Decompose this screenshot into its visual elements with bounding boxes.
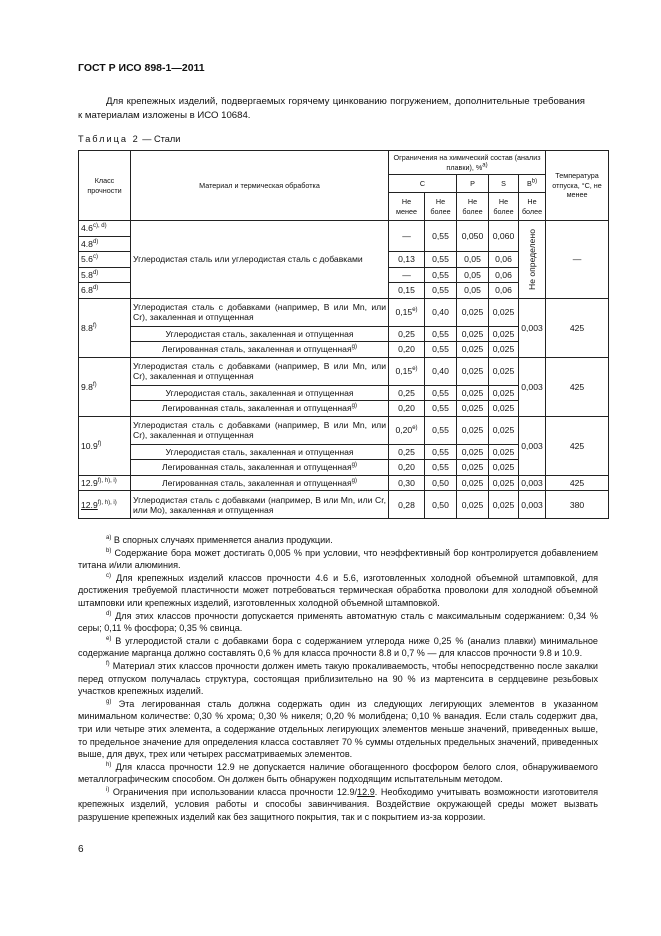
header-b-max: Не более: [519, 193, 546, 221]
temp-cell: 425: [546, 357, 609, 416]
note-e: $^{e)}$ В углеродистой стали с добавками бора с содержанием углерода ниже 0,25 % (анализ плавки) минимальное содержание марганца должно составлять 0,6 % для класса прочности 8.8 и 0,7 % — для классов прочности 9.8 и 10.9.: [78, 635, 598, 659]
header-s: S: [489, 175, 519, 193]
p-cell: 0,025: [457, 460, 489, 476]
c-max-cell: 0,55: [425, 283, 457, 299]
class-cell: 4.8$^{d)}$: [79, 236, 131, 252]
c-max-cell: 0,55: [425, 416, 457, 444]
c-min-cell: 0,25: [389, 385, 425, 401]
material-cell: Легированная сталь, закаленная и отпущенная$^{g)}$: [131, 342, 389, 358]
c-min-cell: 0,15$^{e)}$: [389, 298, 425, 326]
s-cell: 0,06: [489, 283, 519, 299]
c-min-cell: 0,13: [389, 252, 425, 268]
header-c-max: Не более: [425, 193, 457, 221]
c-max-cell: 0,50: [425, 491, 457, 519]
header-b: $B^{b)}$: [519, 175, 546, 193]
table-caption: Таблица 2 — Стали: [78, 134, 181, 144]
class-cell: $12.9^{f), h), i)}$: [79, 475, 131, 491]
s-cell: 0,06: [489, 267, 519, 283]
document-header: ГОСТ Р ИСО 898-1—2011: [78, 62, 205, 74]
c-min-cell: 0,25: [389, 326, 425, 342]
c-min-cell: 0,20: [389, 401, 425, 417]
p-cell: 0,025: [457, 491, 489, 519]
c-max-cell: 0,50: [425, 475, 457, 491]
s-cell: 0,025: [489, 401, 519, 417]
header-p: P: [457, 175, 489, 193]
s-cell: 0,025: [489, 475, 519, 491]
header-p-max: Не более: [457, 193, 489, 221]
p-cell: 0,050: [457, 221, 489, 252]
p-cell: 0,025: [457, 342, 489, 358]
s-cell: 0,025: [489, 342, 519, 358]
c-max-cell: 0,55: [425, 401, 457, 417]
material-cell: Углеродистая сталь с добавками (например, B или Mn, или Cr, или Mo), закаленная и отпущенная: [131, 491, 389, 519]
c-min-cell: —: [389, 221, 425, 252]
p-cell: 0,025: [457, 416, 489, 444]
b-cell: Не определено: [519, 221, 546, 299]
header-temp: Температура отпуска, °С, не менее: [546, 151, 609, 221]
c-max-cell: 0,55: [425, 444, 457, 460]
note-b: $^{b)}$ Содержание бора может достигать 0,005 % при условии, что неэффективный бор контролируется добавлением титана и/или алюминия.: [78, 547, 598, 571]
material-cell: Легированная сталь, закаленная и отпущенная$^{g)}$: [131, 460, 389, 476]
c-max-cell: 0,40: [425, 298, 457, 326]
note-h: $^{h)}$ Для класса прочности 12.9 не допускается наличие обогащенного фосфором белого слоя, обнаруживаемого металлографическим способом. Он должен быть обнаружен подходящим испытательным методом.: [78, 761, 598, 785]
c-min-cell: 0,30: [389, 475, 425, 491]
p-cell: 0,025: [457, 475, 489, 491]
c-max-cell: 0,40: [425, 357, 457, 385]
s-cell: 0,025: [489, 385, 519, 401]
table-notes: [78, 534, 598, 824]
header-s-max: Не более: [489, 193, 519, 221]
material-cell: Углеродистая сталь с добавками (например, B или Mn, или Cr), закаленная и отпущенная: [131, 416, 389, 444]
material-cell: Углеродистая сталь с добавками (например, B или Mn, или Cr), закаленная и отпущенная: [131, 298, 389, 326]
s-cell: 0,025: [489, 460, 519, 476]
b-cell: 0,003: [519, 475, 546, 491]
c-min-cell: 0,20: [389, 460, 425, 476]
c-min-cell: —: [389, 267, 425, 283]
material-cell: Легированная сталь, закаленная и отпущенная$^{g)}$: [131, 401, 389, 417]
header-limits: Ограничения на химический состав (анализ плавки), %$^{a)}$: [389, 151, 546, 175]
material-cell: Углеродистая сталь, закаленная и отпущенная: [131, 326, 389, 342]
material-cell: Углеродистая сталь или углеродистая сталь с добавками: [131, 221, 389, 299]
class-cell: $4.6^{c), d)}$: [79, 221, 131, 237]
intro-paragraph: Для крепежных изделий, подвергаемых горячему цинкованию погружением, дополнительные требования к материалам изложены в ИСО 10684.: [78, 96, 585, 121]
c-min-cell: 0,20: [389, 342, 425, 358]
c-min-cell: 0,25: [389, 444, 425, 460]
s-cell: 0,06: [489, 252, 519, 268]
s-cell: 0,025: [489, 416, 519, 444]
b-cell: 0,003: [519, 298, 546, 357]
s-cell: 0,060: [489, 221, 519, 252]
material-cell: Углеродистая сталь, закаленная и отпущенная: [131, 385, 389, 401]
p-cell: 0,05: [457, 252, 489, 268]
temp-cell: 425: [546, 475, 609, 491]
class-cell: $12.9^{f), h), i)}$: [79, 491, 131, 519]
c-min-cell: 0,20$^{e)}$: [389, 416, 425, 444]
class-cell: 6.8$^{d)}$: [79, 283, 131, 299]
s-cell: 0,025: [489, 298, 519, 326]
steels-table: [78, 150, 609, 519]
s-cell: 0,025: [489, 357, 519, 385]
c-max-cell: 0,55: [425, 460, 457, 476]
c-min-cell: 0,28: [389, 491, 425, 519]
c-max-cell: 0,55: [425, 326, 457, 342]
header-material: Материал и термическая обработка: [131, 151, 389, 221]
p-cell: 0,05: [457, 267, 489, 283]
class-cell: 5.8$^{d)}$: [79, 267, 131, 283]
c-max-cell: 0,55: [425, 252, 457, 268]
temp-cell: 425: [546, 298, 609, 357]
s-cell: 0,025: [489, 444, 519, 460]
p-cell: 0,025: [457, 326, 489, 342]
s-cell: 0,025: [489, 326, 519, 342]
class-cell: 8.8$^{f)}$: [79, 298, 131, 357]
c-min-cell: 0,15$^{e)}$: [389, 357, 425, 385]
temp-cell: —: [546, 221, 609, 299]
p-cell: 0,025: [457, 357, 489, 385]
class-cell: 5.6$^{c)}$: [79, 252, 131, 268]
material-cell: Углеродистая сталь, закаленная и отпущенная: [131, 444, 389, 460]
p-cell: 0,025: [457, 385, 489, 401]
note-f: $^{f)}$ Материал этих классов прочности должен иметь такую прокаливаемость, чтобы непосредственно после закалки перед отпуском получалась структура, состоящая приблизительно на 90 % из мартенсита в сердцевине резьбовых участков крепежных изделий.: [78, 660, 598, 697]
note-c: $^{c)}$ Для крепежных изделий классов прочности 4.6 и 5.6, изготовленных холодной объемной штамповкой, для достижения требуемой пластичности может потребоваться термическая обработка проволоки для холодной объемной штамповки или крепежных изделий, изготовленных холодной объемной штамповкой.: [78, 572, 598, 608]
b-cell: 0,003: [519, 416, 546, 475]
header-class: Класс прочности: [79, 151, 131, 221]
note-g: $^{g)}$ Эта легированная сталь должна содержать один из следующих легирующих элементов в указанном минимальном количестве: 0,30 % хрома; 0,30 % никеля; 0,20 % молибдена; 0,10 % ванадия. Если сталь содержит два, три или четыре этих элемента, а содержание отдельных легирующих элементов меньше значений, приведенных выше, то предельное значение для определения класса составляет 70 % суммы отдельных предельных значений, приведенных выше, для двух, трех или четырех рассматриваемых элементов.: [78, 698, 598, 760]
b-cell: 0,003: [519, 491, 546, 519]
class-cell: 10.9$^{f)}$: [79, 416, 131, 475]
header-c-min: Не менее: [389, 193, 425, 221]
c-max-cell: 0,55: [425, 342, 457, 358]
material-cell: Углеродистая сталь с добавками (например, B или Mn, или Cr), закаленная и отпущенная: [131, 357, 389, 385]
note-d: $^{d)}$ Для этих классов прочности допускается применять автоматную сталь с максимальным содержанием: 0,34 % серы; 0,11 % фосфора; 0,35 % свинца.: [78, 610, 598, 634]
s-cell: 0,025: [489, 491, 519, 519]
page-number: 6: [78, 844, 84, 855]
temp-cell: 425: [546, 416, 609, 475]
p-cell: 0,025: [457, 401, 489, 417]
header-c: C: [389, 175, 457, 193]
c-max-cell: 0,55: [425, 385, 457, 401]
note-i: $^{i)}$ Ограничения при использовании класса прочности 12.9/12.9. Необходимо учитывать возможности изготовителя крепежных изделий, условия работы и способы завинчивания. Воздействие окружающей среды может вызвать разрушение крепежных изделий как без защитного покрытия, так и с покрытием из-за коррозии.: [78, 786, 598, 823]
p-cell: 0,025: [457, 298, 489, 326]
p-cell: 0,05: [457, 283, 489, 299]
temp-cell: 380: [546, 491, 609, 519]
b-cell: 0,003: [519, 357, 546, 416]
c-min-cell: 0,15: [389, 283, 425, 299]
p-cell: 0,025: [457, 444, 489, 460]
note-a: $^{a)}$ В спорных случаях применяется анализ продукции.: [106, 534, 333, 545]
c-max-cell: 0,55: [425, 267, 457, 283]
class-cell: 9.8$^{f)}$: [79, 357, 131, 416]
material-cell: Легированная сталь, закаленная и отпущенная$^{g)}$: [131, 475, 389, 491]
c-max-cell: 0,55: [425, 221, 457, 252]
